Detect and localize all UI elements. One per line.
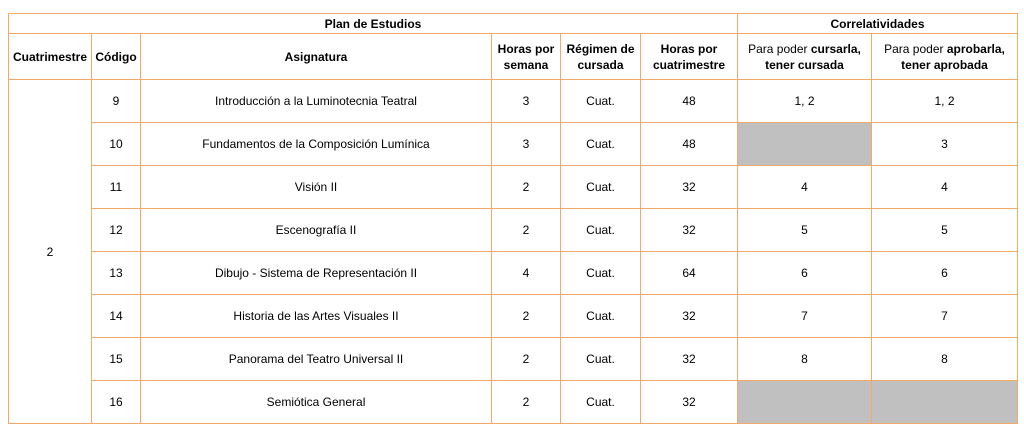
horas-semana-cell: 2 [492,166,561,209]
codigo-cell: 15 [92,338,141,381]
codigo-cell: 13 [92,252,141,295]
regimen-cell: Cuat. [561,295,641,338]
asignatura-cell: Dibujo - Sistema de Representación II [141,252,492,295]
col-cursar-line2: tener cursada [765,57,844,72]
cursar-cell: 4 [738,166,872,209]
col-codigo: Código [92,34,141,80]
cuatrimestre-number: 2 [9,80,92,424]
header-top-row [9,14,1018,34]
horas-semana-cell: 4 [492,252,561,295]
horas-semana-cell: 2 [492,209,561,252]
horas-semana-cell: 2 [492,338,561,381]
regimen-cell: Cuat. [561,381,641,424]
cursar-cell-empty [738,123,872,166]
horas-semana-cell: 2 [492,295,561,338]
aprobar-cell: 7 [872,295,1018,338]
col-cursar-bold: cursarla, [810,41,861,56]
aprobar-cell-empty [872,381,1018,424]
codigo-cell: 16 [92,381,141,424]
table-row [9,338,1018,381]
horas-cuatrimestre-cell: 32 [641,166,738,209]
asignatura-cell: Panorama del Teatro Universal II [141,338,492,381]
header-sub-row [9,34,1018,80]
col-horas-cuat-line1: Horas por [660,41,718,56]
col-regimen-line2: cursada [577,57,624,72]
codigo-cell: 10 [92,123,141,166]
asignatura-cell: Escenografía II [141,209,492,252]
col-regimen-line1: Régimen de [566,41,635,56]
horas-cuatrimestre-cell: 32 [641,338,738,381]
regimen-cell: Cuat. [561,166,641,209]
col-cuatrimestre: Cuatrimestre [9,34,92,80]
horas-semana-cell: 3 [492,80,561,123]
aprobar-cell: 8 [872,338,1018,381]
col-cursar-pre: Para poder [748,41,811,56]
horas-cuatrimestre-cell: 32 [641,209,738,252]
col-horas-semana [492,34,561,80]
cursar-cell: 8 [738,338,872,381]
regimen-cell: Cuat. [561,123,641,166]
cursar-cell: 7 [738,295,872,338]
table-row [9,295,1018,338]
col-para-aprobar [872,34,1018,80]
col-horas-semana-line1: Horas por [497,41,555,56]
col-para-cursar [738,34,872,80]
regimen-cell: Cuat. [561,252,641,295]
asignatura-cell: Historia de las Artes Visuales II [141,295,492,338]
asignatura-cell: Semiótica General [141,381,492,424]
col-aprobar-pre: Para poder [884,41,947,56]
aprobar-cell: 3 [872,123,1018,166]
codigo-cell: 14 [92,295,141,338]
col-horas-cuat-line2: cuatrimestre [652,57,726,72]
horas-cuatrimestre-cell: 48 [641,123,738,166]
horas-semana-cell: 3 [492,123,561,166]
asignatura-cell: Fundamentos de la Composición Lumínica [141,123,492,166]
col-asignatura: Asignatura [141,34,492,80]
col-horas-semana-line2: semana [503,57,549,72]
asignatura-cell: Introducción a la Luminotecnia Teatral [141,80,492,123]
regimen-cell: Cuat. [561,209,641,252]
table-row [9,252,1018,295]
horas-cuatrimestre-cell: 32 [641,381,738,424]
aprobar-cell: 4 [872,166,1018,209]
aprobar-cell: 5 [872,209,1018,252]
horas-semana-cell: 2 [492,381,561,424]
cursar-cell: 1, 2 [738,80,872,123]
table-row [9,209,1018,252]
horas-cuatrimestre-cell: 48 [641,80,738,123]
aprobar-cell: 6 [872,252,1018,295]
table-row [9,166,1018,209]
table-row [9,381,1018,424]
codigo-cell: 12 [92,209,141,252]
plan-de-estudios-table [8,13,1018,424]
codigo-cell: 11 [92,166,141,209]
horas-cuatrimestre-cell: 64 [641,252,738,295]
col-regimen [561,34,641,80]
horas-cuatrimestre-cell: 32 [641,295,738,338]
plan-title: Plan de Estudios [9,14,738,34]
table-row [9,80,1018,123]
codigo-cell: 9 [92,80,141,123]
col-aprobar-line2: tener aprobada [901,57,988,72]
cursar-cell-empty [738,381,872,424]
table-row [9,123,1018,166]
col-aprobar-bold: aprobarla, [946,41,1005,56]
cursar-cell: 6 [738,252,872,295]
asignatura-cell: Visión II [141,166,492,209]
aprobar-cell: 1, 2 [872,80,1018,123]
regimen-cell: Cuat. [561,338,641,381]
cursar-cell: 5 [738,209,872,252]
correlatividades-title: Correlatividades [738,14,1018,34]
regimen-cell: Cuat. [561,80,641,123]
col-horas-cuatrimestre [641,34,738,80]
